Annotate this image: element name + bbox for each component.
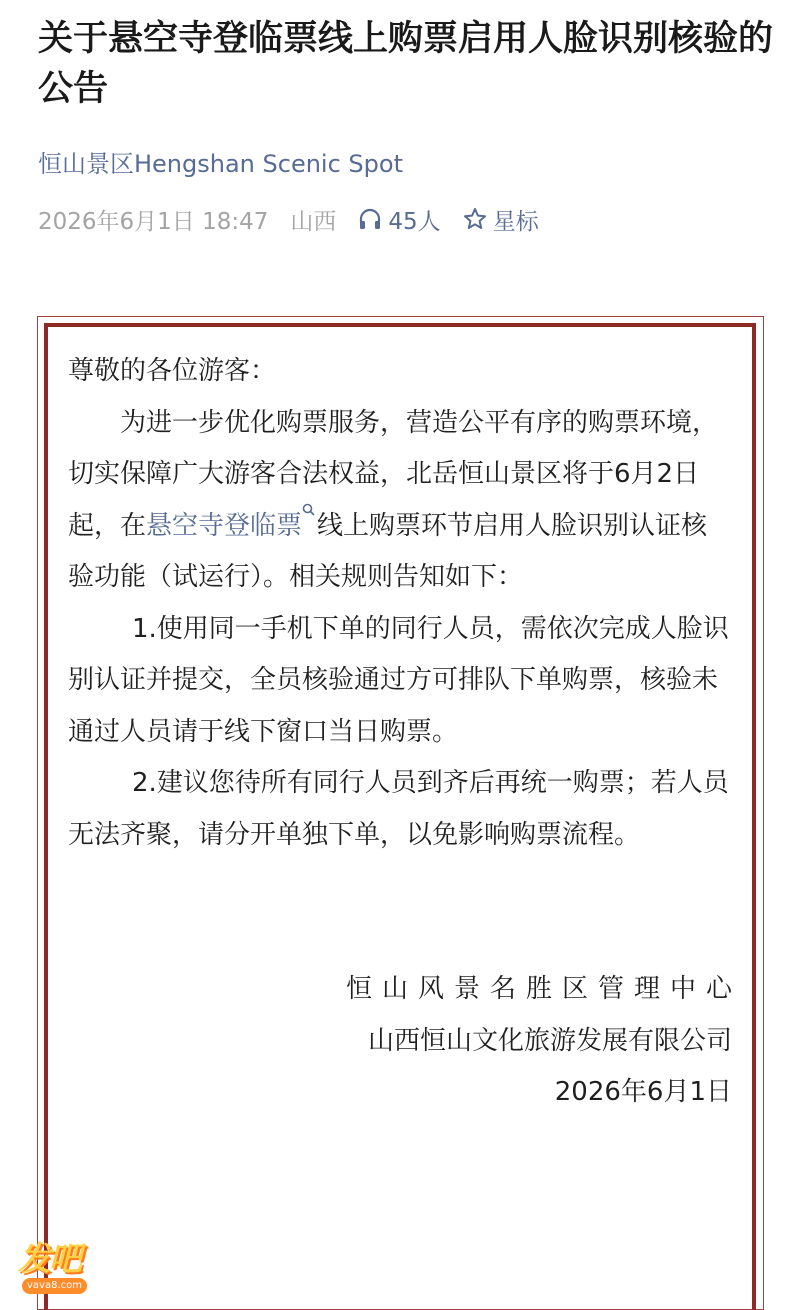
article-meta bbox=[38, 199, 539, 239]
star-button[interactable] bbox=[463, 203, 539, 236]
listen-button[interactable] bbox=[358, 203, 440, 236]
notice-rule-2: 2.建议您待所有同行人员到齐后再统一购票；若人员无法齐聚，请分开单独下单，以免影响购票流程。 bbox=[68, 768, 729, 850]
publish-date: 2026年6月1日 18:47 bbox=[38, 208, 269, 235]
article-title: 关于悬空寺登临票线上购票启用人脸识别核验的公告 bbox=[38, 19, 774, 109]
listen-count: 45人 bbox=[388, 208, 441, 235]
signature-date: 2026年6月1日 bbox=[554, 1077, 732, 1107]
notice-paragraph-intro bbox=[68, 398, 732, 604]
notice-greeting: 尊敬的各位游客： bbox=[68, 356, 277, 386]
watermark-logo-text: 发吧 bbox=[18, 1239, 80, 1278]
notice-rule-1: 1.使用同一手机下单的同行人员，需依次完成人脸识别认证并提交，全员核验通过方可排队下单购票，核验未通过人员请于线下窗口当日购票。 bbox=[68, 613, 729, 747]
search-keyword-text: 悬空寺登临票 bbox=[146, 510, 303, 541]
signature-org-management bbox=[68, 964, 742, 1016]
signature-org-management-text: 恒山风景名胜区管理中心 bbox=[345, 974, 742, 1004]
publish-location: 山西 bbox=[290, 208, 337, 235]
star-icon bbox=[463, 207, 487, 231]
intro-text-before: 为进一步优化购票服务，营造公平有序的购票环境，切实保障广大游客合法权益，北岳恒山景区将于6月2日起，在 bbox=[68, 407, 719, 541]
signature-org-company: 山西恒山文化旅游发展有限公司 bbox=[367, 1025, 732, 1056]
watermark-site: vava8.com bbox=[22, 1278, 87, 1294]
notice-body bbox=[68, 346, 742, 1119]
intro-text-after: 线上购票环节启用人脸识别认证核验功能（试运行）。相关规则告知如下： bbox=[68, 510, 708, 592]
star-label: 星标 bbox=[492, 208, 539, 235]
search-keyword-link[interactable] bbox=[146, 511, 317, 541]
watermark-logo bbox=[14, 1238, 98, 1300]
search-icon bbox=[302, 503, 315, 516]
account-name-link[interactable]: 恒山景区Hengshan Scenic Spot bbox=[38, 150, 403, 178]
headphones-icon bbox=[358, 208, 382, 230]
